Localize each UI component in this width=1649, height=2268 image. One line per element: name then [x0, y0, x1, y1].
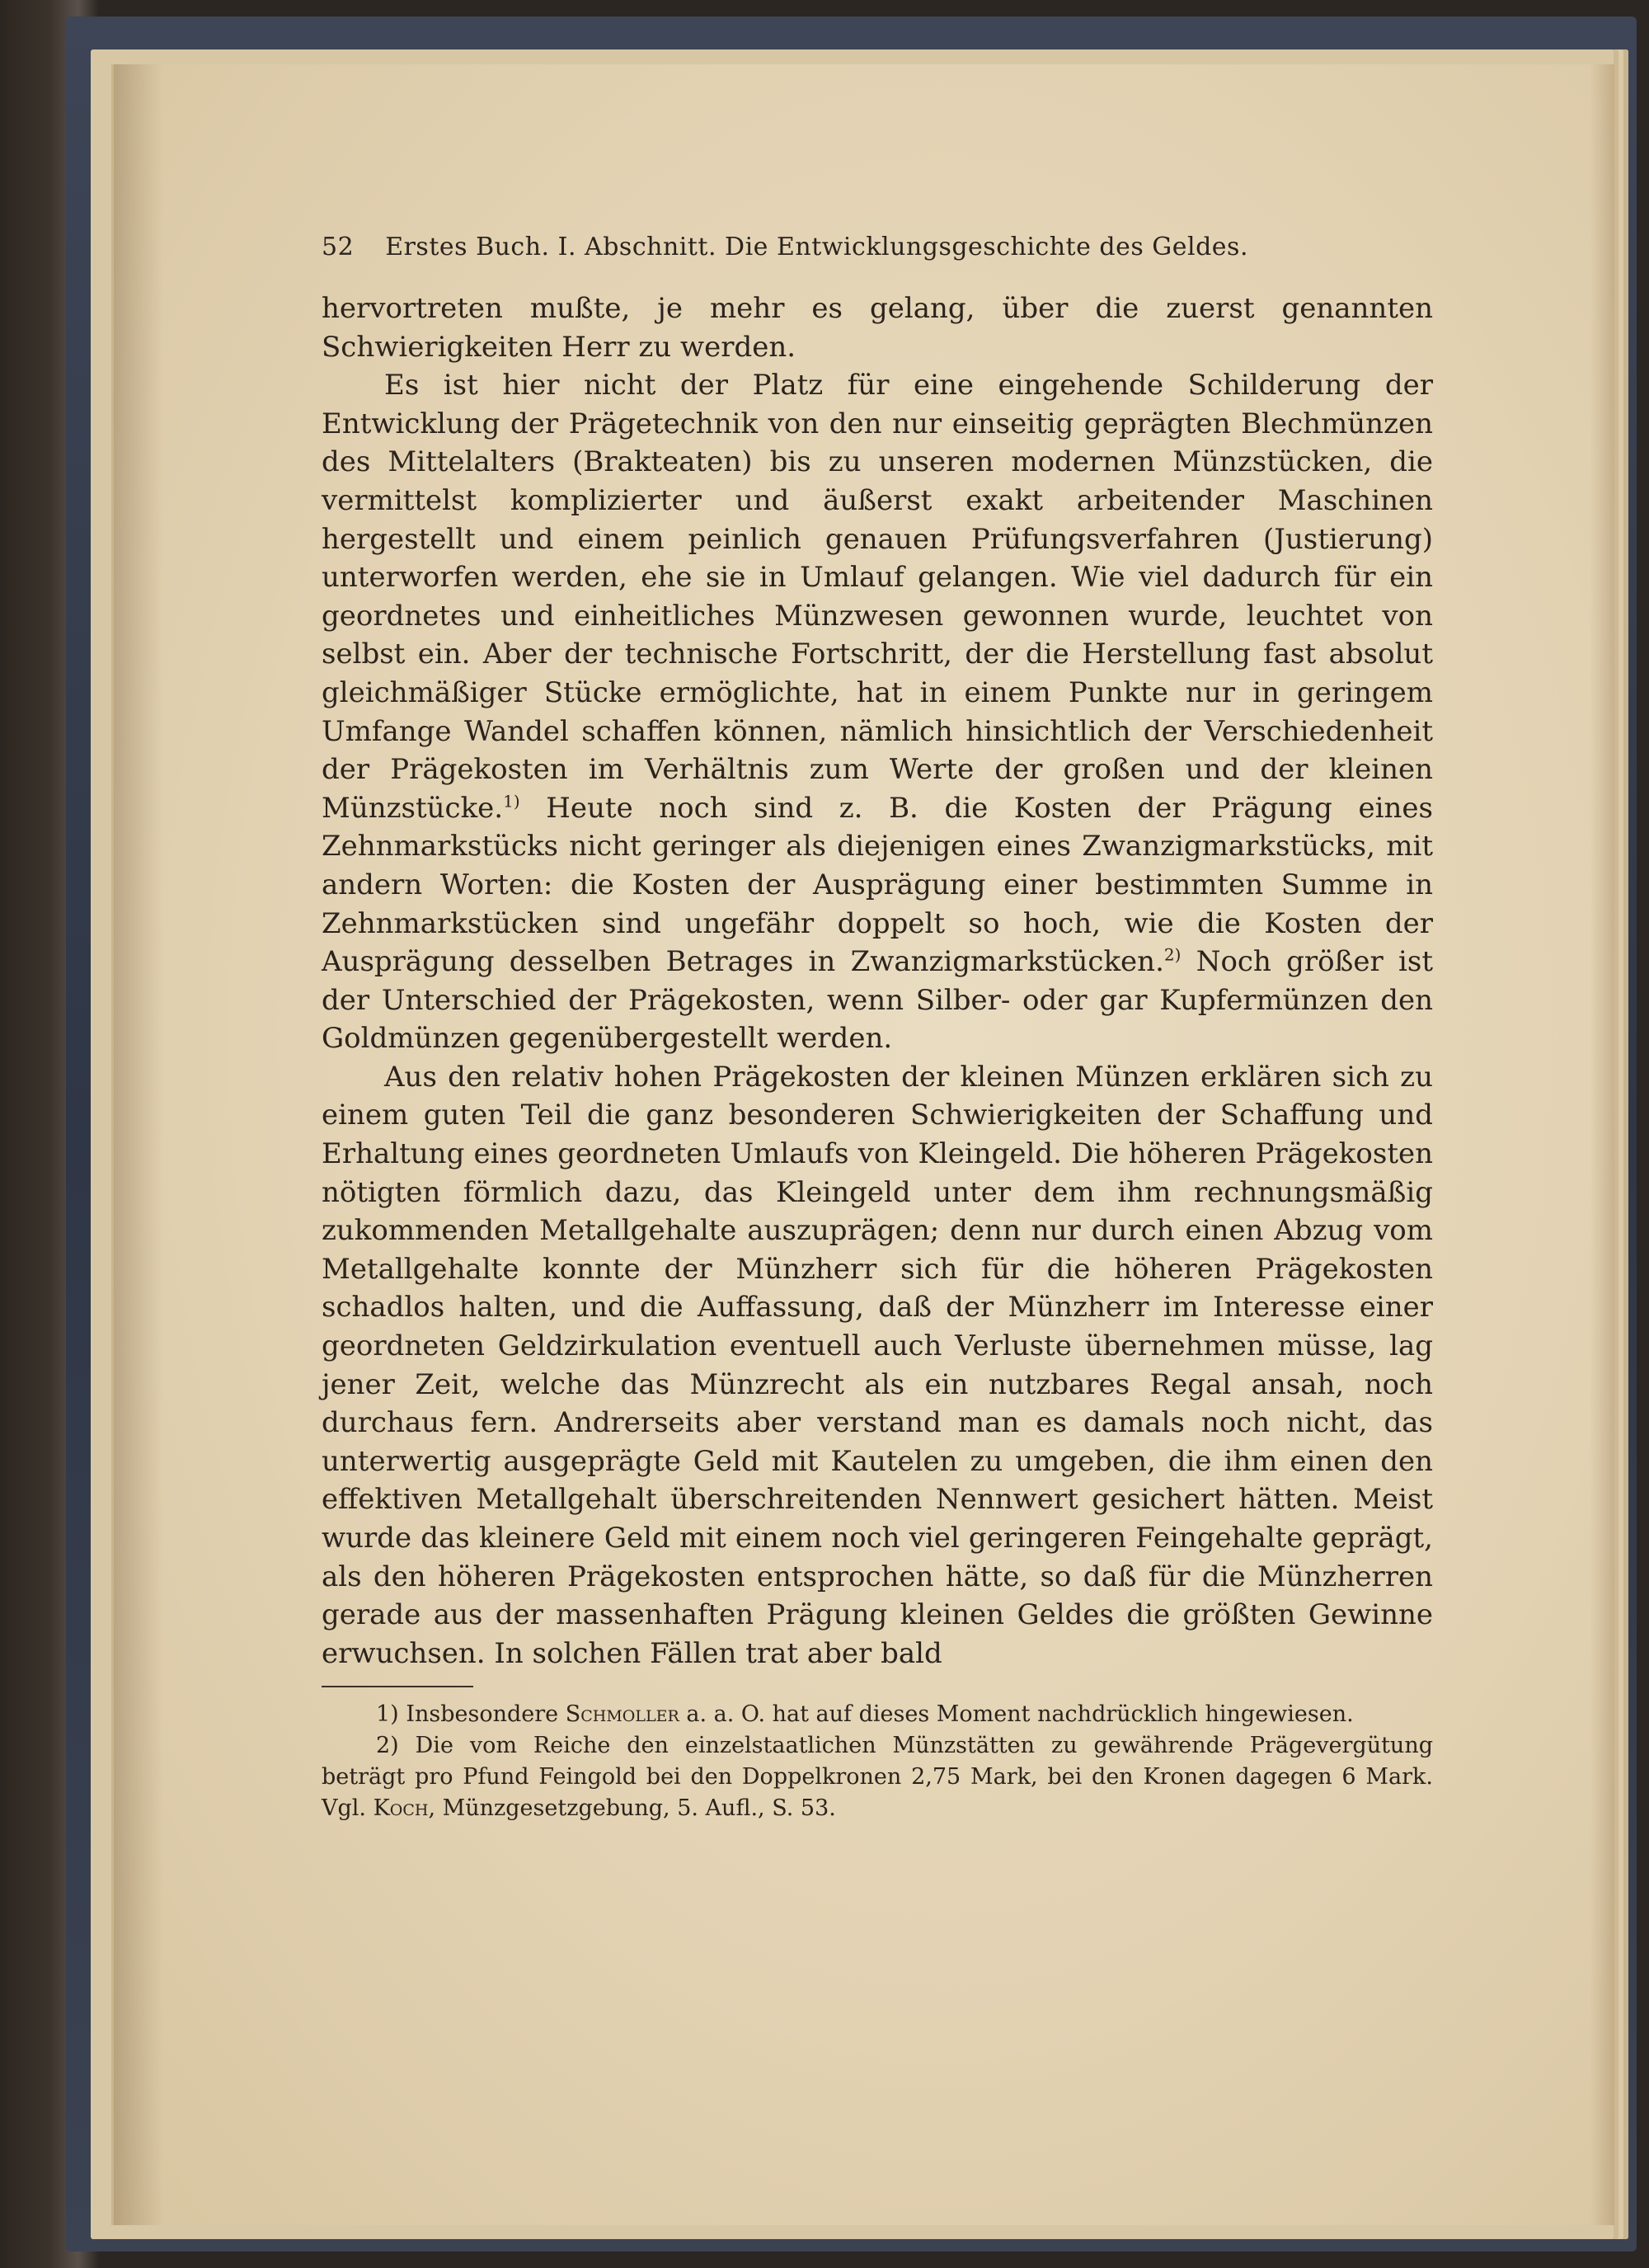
footnote-text: Die vom Reiche den einzelstaatlichen Münzstätten zu gewährende Prägevergütung beträgt pro Pfund Feingold bei den Doppelkronen 2,75 Mark, bei den Kronen dagegen 6 Mark. Vgl.: [322, 1733, 1433, 1822]
running-head-title: Erstes Buch. I. Abschnitt. Die Entwicklungsgeschichte des Geldes.: [385, 233, 1248, 261]
footnote-ref: 1): [503, 791, 520, 812]
paragraph-text: Es ist hier nicht der Platz für eine eingehende Schilderung der Entwicklung der Prägetechnik von den nur einseitig geprägten Blechmünzen des Mittelalters (Brakteaten) bis zu unseren modernen Münzstücken, die vermittelst komplizierter und äußerst exakt arbeitender Maschinen hergestellt und einem peinlich genauen Prüfungsverfahren (Justierung) unterworfen werden, ehe sie in Umlauf gelangen. Wie viel dadurch für ein geordnetes und einheitliches Münzwesen gewonnen wurde, leuchtet von selbst ein. Aber der technische Fortschritt, der die Herstellung fast absolut gleichmäßiger Stücke ermöglichte, hat in einem Punkte nur in geringem Umfange Wandel schaffen können, nämlich hinsichtlich der Verschiedenheit der Prägekosten im Verhältnis zum Werte der großen und der kleinen Münzstücke.: [322, 369, 1433, 825]
page-edge-shadow: [1590, 64, 1614, 2225]
paragraph: hervortreten mußte, je mehr es gelang, über die zuerst genannten Schwierigkeiten Herr zu werden.: [322, 292, 1433, 364]
footnote-mark: 2): [376, 1733, 399, 1759]
footnote-text: Insbesondere: [406, 1701, 559, 1728]
paragraph-text: Noch größer ist der Unterschied der Prägekosten, wenn Silber- oder gar Kupfermünzen den Goldmünzen gegenübergestellt werden.: [322, 945, 1433, 1056]
body-text: [322, 289, 1433, 1673]
footnote-ref: 2): [1163, 944, 1182, 965]
footnote-author: Schmoller: [565, 1701, 679, 1728]
footnote-author: Koch: [373, 1795, 429, 1822]
page-number: 52: [322, 233, 355, 261]
paragraph: [322, 366, 1433, 1058]
footnotes: [322, 1699, 1433, 1824]
footnote-text: a. a. O. hat auf dieses Moment nachdrücklich hingewiesen.: [686, 1701, 1354, 1728]
footnote-mark: 1): [376, 1701, 399, 1728]
paragraph-text: Heute noch sind z. B. die Kosten der Prägung eines Zehnmarkstücks nicht geringer als diejenigen eines Zwanzigmarkstücks, mit andern Worten: die Kosten der Ausprägung einer bestimmten Summe in Zehnmarkstücken sind ungefähr doppelt so hoch, wie die Kosten der Ausprägung desselben Betrages in Zwanzigmarkstücken.: [322, 791, 1433, 979]
paragraph: Aus den relativ hohen Prägekosten der kleinen Münzen erklären sich zu einem guten Teil die ganz besonderen Schwierigkeiten der Schaffung und Erhaltung eines geordneten Umlaufs von Kleingeld. Die höheren Prägekosten nötigten förmlich dazu, das Kleingeld unter dem ihm rechnungsmäßig zukommenden Metallgehalte auszuprägen; denn nur durch einen Abzug vom Metallgehalte konnte der Münzherr sich für die höheren Prägekosten schadlos halten, und die Auffassung, daß der Münzherr im Interesse einer geordneten Geldzirkulation eventuell auch Verluste übernehmen müsse, lag jener Zeit, welche das Münzrecht als ein nutzbares Regal ansah, noch durchaus fern. Andrerseits aber verstand man es damals noch nicht, das unterwertig ausgeprägte Geld mit Kautelen zu umgeben, die ihm einen den effektiven Metallgehalt überschreitenden Nennwert gesichert hätten. Meist wurde das kleinere Geld mit einem noch viel geringeren Feingehalte geprägt, als den höheren Prägekosten entsprochen hätte, so daß für die Münzherren gerade aus der massenhaften Prägung kleinen Geldes die größten Gewinne erwuchsen. In solchen Fällen trat aber bald: [322, 1060, 1433, 1670]
footnote: [322, 1730, 1433, 1824]
footnote-text: , Münzgesetzgebung, 5. Aufl., S. 53.: [428, 1795, 836, 1822]
gutter-shadow: [114, 64, 163, 2225]
footnote-rule: [322, 1686, 473, 1687]
footnote: [322, 1699, 1433, 1730]
running-head: [322, 233, 1433, 261]
page-content: [322, 233, 1433, 1824]
